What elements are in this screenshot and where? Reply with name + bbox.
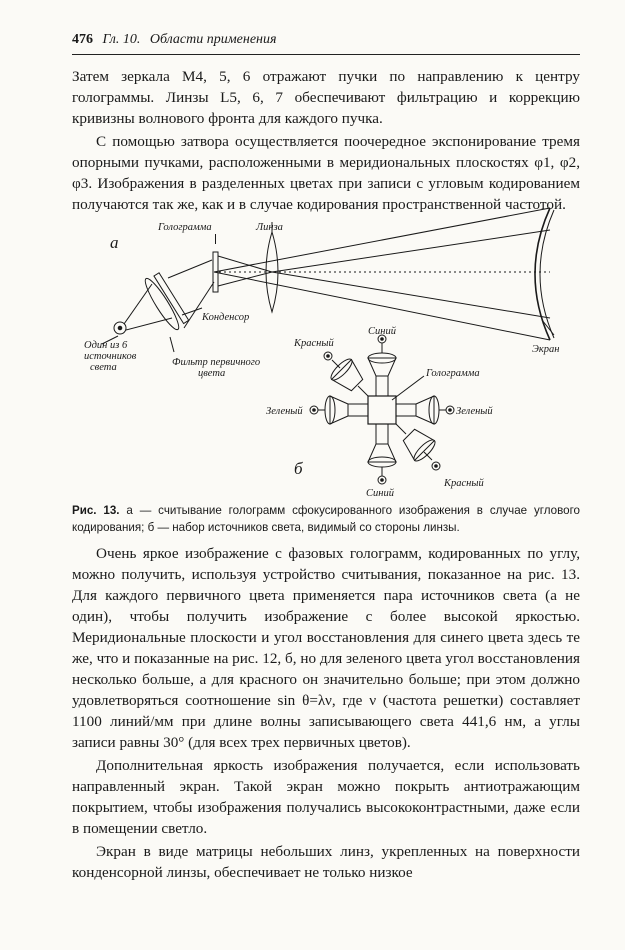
paragraph: Экран в виде матрицы небольших линз, укрепленных на поверхности конденсорной линзы, обеспечивает не только низкое	[72, 843, 580, 881]
panel-b-label: б	[294, 459, 303, 478]
condenser	[141, 271, 190, 332]
chapter-title: Области применения	[149, 32, 277, 47]
label-lens: Линза	[256, 222, 283, 233]
figure-diagram	[72, 200, 592, 500]
caption-text: а — считывание голограмм сфокусированного изображения в случае углового кодирования; б — набор источников света, видимый со стороны линзы.	[72, 504, 580, 534]
label-green-left: Зеленый	[266, 406, 303, 417]
text-block-bottom	[72, 543, 580, 885]
figure-13	[72, 200, 592, 500]
label-screen: Экран	[532, 344, 560, 355]
label-source-line1: Один из 6	[84, 340, 128, 351]
paragraph: Дополнительная яркость изображения получается, если использовать направленный экран. Такой экран можно покрыть антиотражающим покрытием, чтобы изображения получались высококонтрастными, даже если в помещении светло.	[72, 757, 580, 837]
lens	[266, 222, 278, 312]
running-header	[72, 32, 580, 55]
text-block-top	[72, 66, 580, 217]
figure-caption	[72, 502, 580, 536]
label-filter-line1: Фильтр первичного	[172, 357, 261, 368]
label-blue-top: Синий	[368, 326, 396, 337]
paragraph: С помощью затвора осуществляется поочередное экспонирование тремя опорными пучками, расположенными в меридиональных плоскостях φ1, φ2, φ3. Изображения в разделенных цветах при записи с угловым кодированием получаются так же, как и в случае кодирования пространственной частотой.	[72, 133, 580, 213]
label-hologram: Голограмма	[158, 222, 212, 233]
label-filter-line2: цвета	[198, 368, 226, 379]
label-red-bottom: Красный	[444, 478, 484, 489]
page-number: 476	[72, 32, 93, 47]
label-blue-bottom: Синий	[366, 488, 394, 499]
paragraph: Затем зеркала M4, 5, 6 отражают пучки по направлению к центру голограммы. Линзы L5, 6, 7 обеспечивают фильтрацию и коррекцию кривизны волнового фронта для каждого пучка.	[72, 68, 580, 127]
chapter-label: Гл. 10.	[102, 32, 141, 47]
panel-a-label: а	[110, 233, 119, 252]
label-source-line3: света	[90, 362, 117, 373]
label-source-line2: источников	[84, 351, 137, 362]
screen	[535, 208, 554, 340]
label-hologram-b: Голограмма	[426, 368, 480, 379]
source-array	[310, 335, 454, 484]
hologram-plate	[213, 234, 218, 292]
paragraph: Очень яркое изображение с фазовых голограмм, кодированных по углу, можно получить, используя устройство считывания, показанное на рис. 13. Для каждого первичного цвета применяется пара источников света (а не один), чтобы получить изображение с более высокой яркостью. Меридиональные плоскости и угол восстановления для синего цвета здесь те же, что и показанные на рис. 12, б, но для зеленого цвета угол восстановления несколько больше, а для красного он значительно больше; при этом должно удовлетворяться соотношение sin θ=λν, где ν (частота решетки) составляет 1100 линий/мм при длине волны записывающего света 441,6 нм, а углы записи равны 30° (для всех трех первичных цветов).	[72, 545, 580, 751]
label-condenser: Конденсор	[202, 312, 250, 323]
caption-label: Рис. 13.	[72, 504, 120, 517]
label-green-right: Зеленый	[456, 406, 493, 417]
label-red-top: Красный	[294, 338, 334, 349]
